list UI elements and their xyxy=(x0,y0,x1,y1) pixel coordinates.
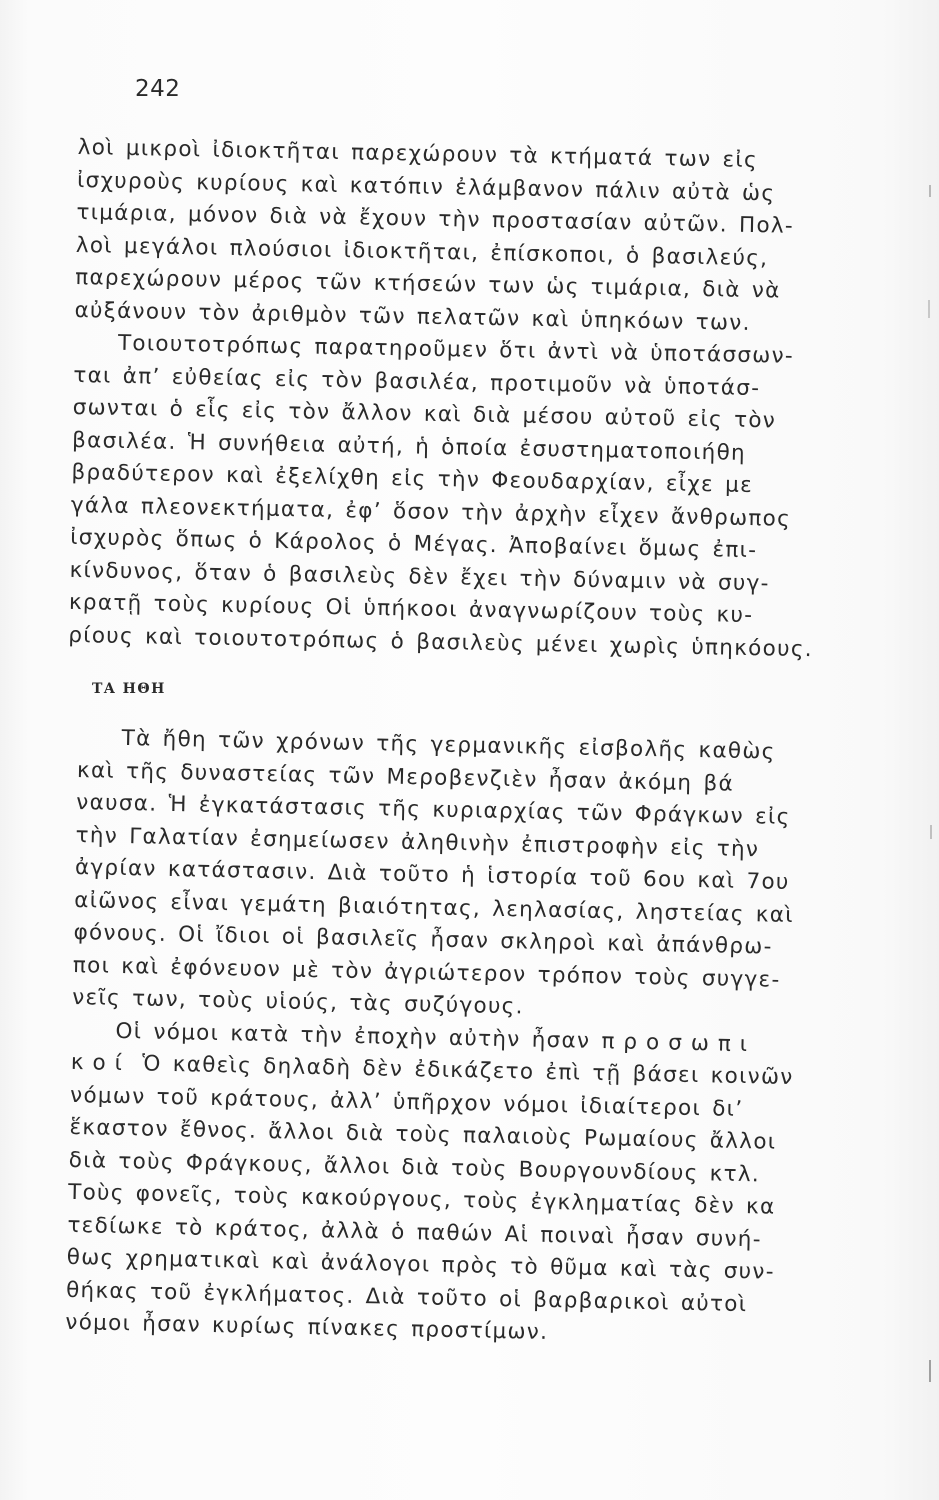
text-line: νόμοι ἦσαν κυρίως πίνακες προστίμων. xyxy=(65,1309,549,1345)
text-line: ἰσχυροὺς κυρίους καὶ κατόπιν ἐλάμβανον πάλιν αὐτὰ ὡς xyxy=(76,167,776,206)
text-line: παρεχώρουν μέρος τῶν κτήσεών των ὡς τιμάρια, διὰ νὰ xyxy=(74,264,781,304)
text-line: Τὰ ἤθη τῶν χρόνων τῆς γερμανικῆς εἰσβολῆς καθὼς xyxy=(121,725,776,765)
text-line: βασιλέα. Ἡ συνήθεια αὐτή, ἡ ὁποία ἐσυστηματοποιήθη xyxy=(71,427,747,466)
text-line: λοὶ μικροὶ ἰδιοκτῆται παρεχώρουν τὰ κτήματά των εἰς xyxy=(77,134,759,174)
text-line: Τοὺς φονεῖς, τοὺς κακούργους, τοὺς ἐγκληματίας δὲν κα xyxy=(67,1179,776,1220)
text-line: ρίους καὶ τοιουτοτρόπως ὁ βασιλεὺς μένει χωρὶς ὑπηκόους. xyxy=(68,622,814,662)
text-line: ἀγρίαν κατάστασιν. Διὰ τοῦτο ἡ ἱστορία τοῦ 6ου καὶ 7ου xyxy=(74,854,790,895)
text-line: θως χρηματικαὶ καὶ ἀνάλογοι πρὸς τὸ θῦμα καὶ τὰς συν- xyxy=(66,1244,776,1285)
text-line: τὴν Γαλατίαν ἐσημείωσεν ἀληθινὴν ἐπιστροφὴν εἰς τὴν xyxy=(75,822,760,862)
text-line: ται ἀπ’ εὐθείας εἰς τὸν βασιλέα, προτιμοῦν νὰ ὑποτάσ- xyxy=(73,362,761,401)
emphasized-text: προσωπι xyxy=(601,1028,757,1057)
feudalism-paragraphs xyxy=(68,132,818,666)
text-line: καὶ τῆς δυναστείας τῶν Μεροβενζιὲν ἦσαν ἀκόμη βά xyxy=(76,757,735,797)
text-line: σωνται ὁ εἷς εἰς τὸν ἄλλον καὶ διὰ μέσου αὐτοῦ εἰς τὸν xyxy=(72,394,777,434)
text-line: αὐξάνουν τὸν ἀριθμὸν τῶν πελατῶν καὶ ὑπηκόων των. xyxy=(74,297,751,336)
text-line: βραδύτερον καὶ ἐξελίχθη εἰς τὴν Φεουδαρχίαν, εἶχε με xyxy=(71,459,754,499)
text-line: ἰσχυρὸς ὅπως ὁ Κάρολος ὁ Μέγας. Ἀποβαίνει ὅμως ἐπι- xyxy=(69,524,758,564)
scan-artifact xyxy=(929,185,931,197)
text-line: ναυσα. Ἡ ἐγκατάστασις τῆς κυριαρχίας τῶν Φράγκων εἰς xyxy=(76,789,791,830)
scan-artifact xyxy=(930,825,932,839)
text-line: φόνους. Οἱ ἴδιοι οἱ βασιλεῖς ἦσαν σκληροὶ καὶ ἀπάνθρω- xyxy=(73,919,773,960)
text-line: τεδίωκε τὸ κράτος, ἀλλὰ ὁ παθών Αἱ ποιναὶ ἦσαν συνή- xyxy=(67,1212,763,1252)
text-line: κίνδυνος, ὅταν ὁ βασιλεὺς δὲν ἔχει τὴν δύναμιν νὰ συγ- xyxy=(69,557,770,596)
emphasized-text: κοί xyxy=(70,1049,132,1077)
text-line: Τοιουτοτρόπως παρατηροῦμεν ὅτι ἀντὶ νὰ ὑποτάσσων- xyxy=(117,330,795,369)
customs-paragraphs xyxy=(65,722,818,1355)
text-line: νεῖς των, τοὺς υἱούς, τὰς συζύγους. xyxy=(71,984,525,1020)
text-line: αἰῶνος εἶναι γεμάτη βιαιότητας, λεηλασίας, ληστείας καὶ xyxy=(74,887,795,928)
text-line: τιμάρια, μόνον διὰ νὰ ἔχουν τὴν προστασίαν αὐτῶν. Πολ- xyxy=(76,199,795,239)
text-line: γάλα πλεονεκτήματα, ἐφ’ ὅσον τὴν ἀρχὴν εἶχεν ἄνθρωπος xyxy=(70,492,792,532)
text-line: νόμων τοῦ κράτους, ἀλλ’ ὑπῆρχον νόμοι ἰδιαίτεροι δι’ xyxy=(69,1082,744,1122)
text-line: λοὶ μεγάλοι πλούσιοι ἰδιοκτῆται, ἐπίσκοποι, ὁ βασιλεύς, xyxy=(75,232,769,271)
text-line: ἕκαστον ἔθνος. ἄλλοι διὰ τοὺς παλαιοὺς Ρωμαίους ἄλλοι xyxy=(69,1114,777,1155)
text-line: θήκας τοῦ ἐγκλήματος. Διὰ τοῦτο οἱ βαρβαρικοὶ αὐτοὶ xyxy=(65,1277,748,1317)
text-fragment: Οἱ νόμοι κατὰ τὴν ἐποχὴν αὐτὴν ἦσαν xyxy=(115,1018,591,1054)
page-number: 242 xyxy=(135,76,181,102)
text-line: διὰ τοὺς Φράγκους, ἄλλοι διὰ τοὺς Βουργουνδίους κτλ. xyxy=(68,1147,761,1187)
scan-artifact xyxy=(929,1360,931,1382)
scan-artifact xyxy=(928,300,930,318)
text-fragment: Ὁ καθεὶς δηλαδὴ δὲν ἐδικάζετο ἐπὶ τῇ βάσει κοινῶν xyxy=(141,1051,794,1091)
text-line: ποι καὶ ἐφόνευον μὲ τὸν ἀγριώτερον τρόπον τοὺς συγγε- xyxy=(72,952,781,993)
section-heading: ΤΑ ΗΘΗ xyxy=(92,681,166,697)
text-line: κρατῇ τοὺς κυρίους Οἱ ὑπήκοοι ἀναγνωρίζουν τοὺς κυ- xyxy=(68,589,754,629)
